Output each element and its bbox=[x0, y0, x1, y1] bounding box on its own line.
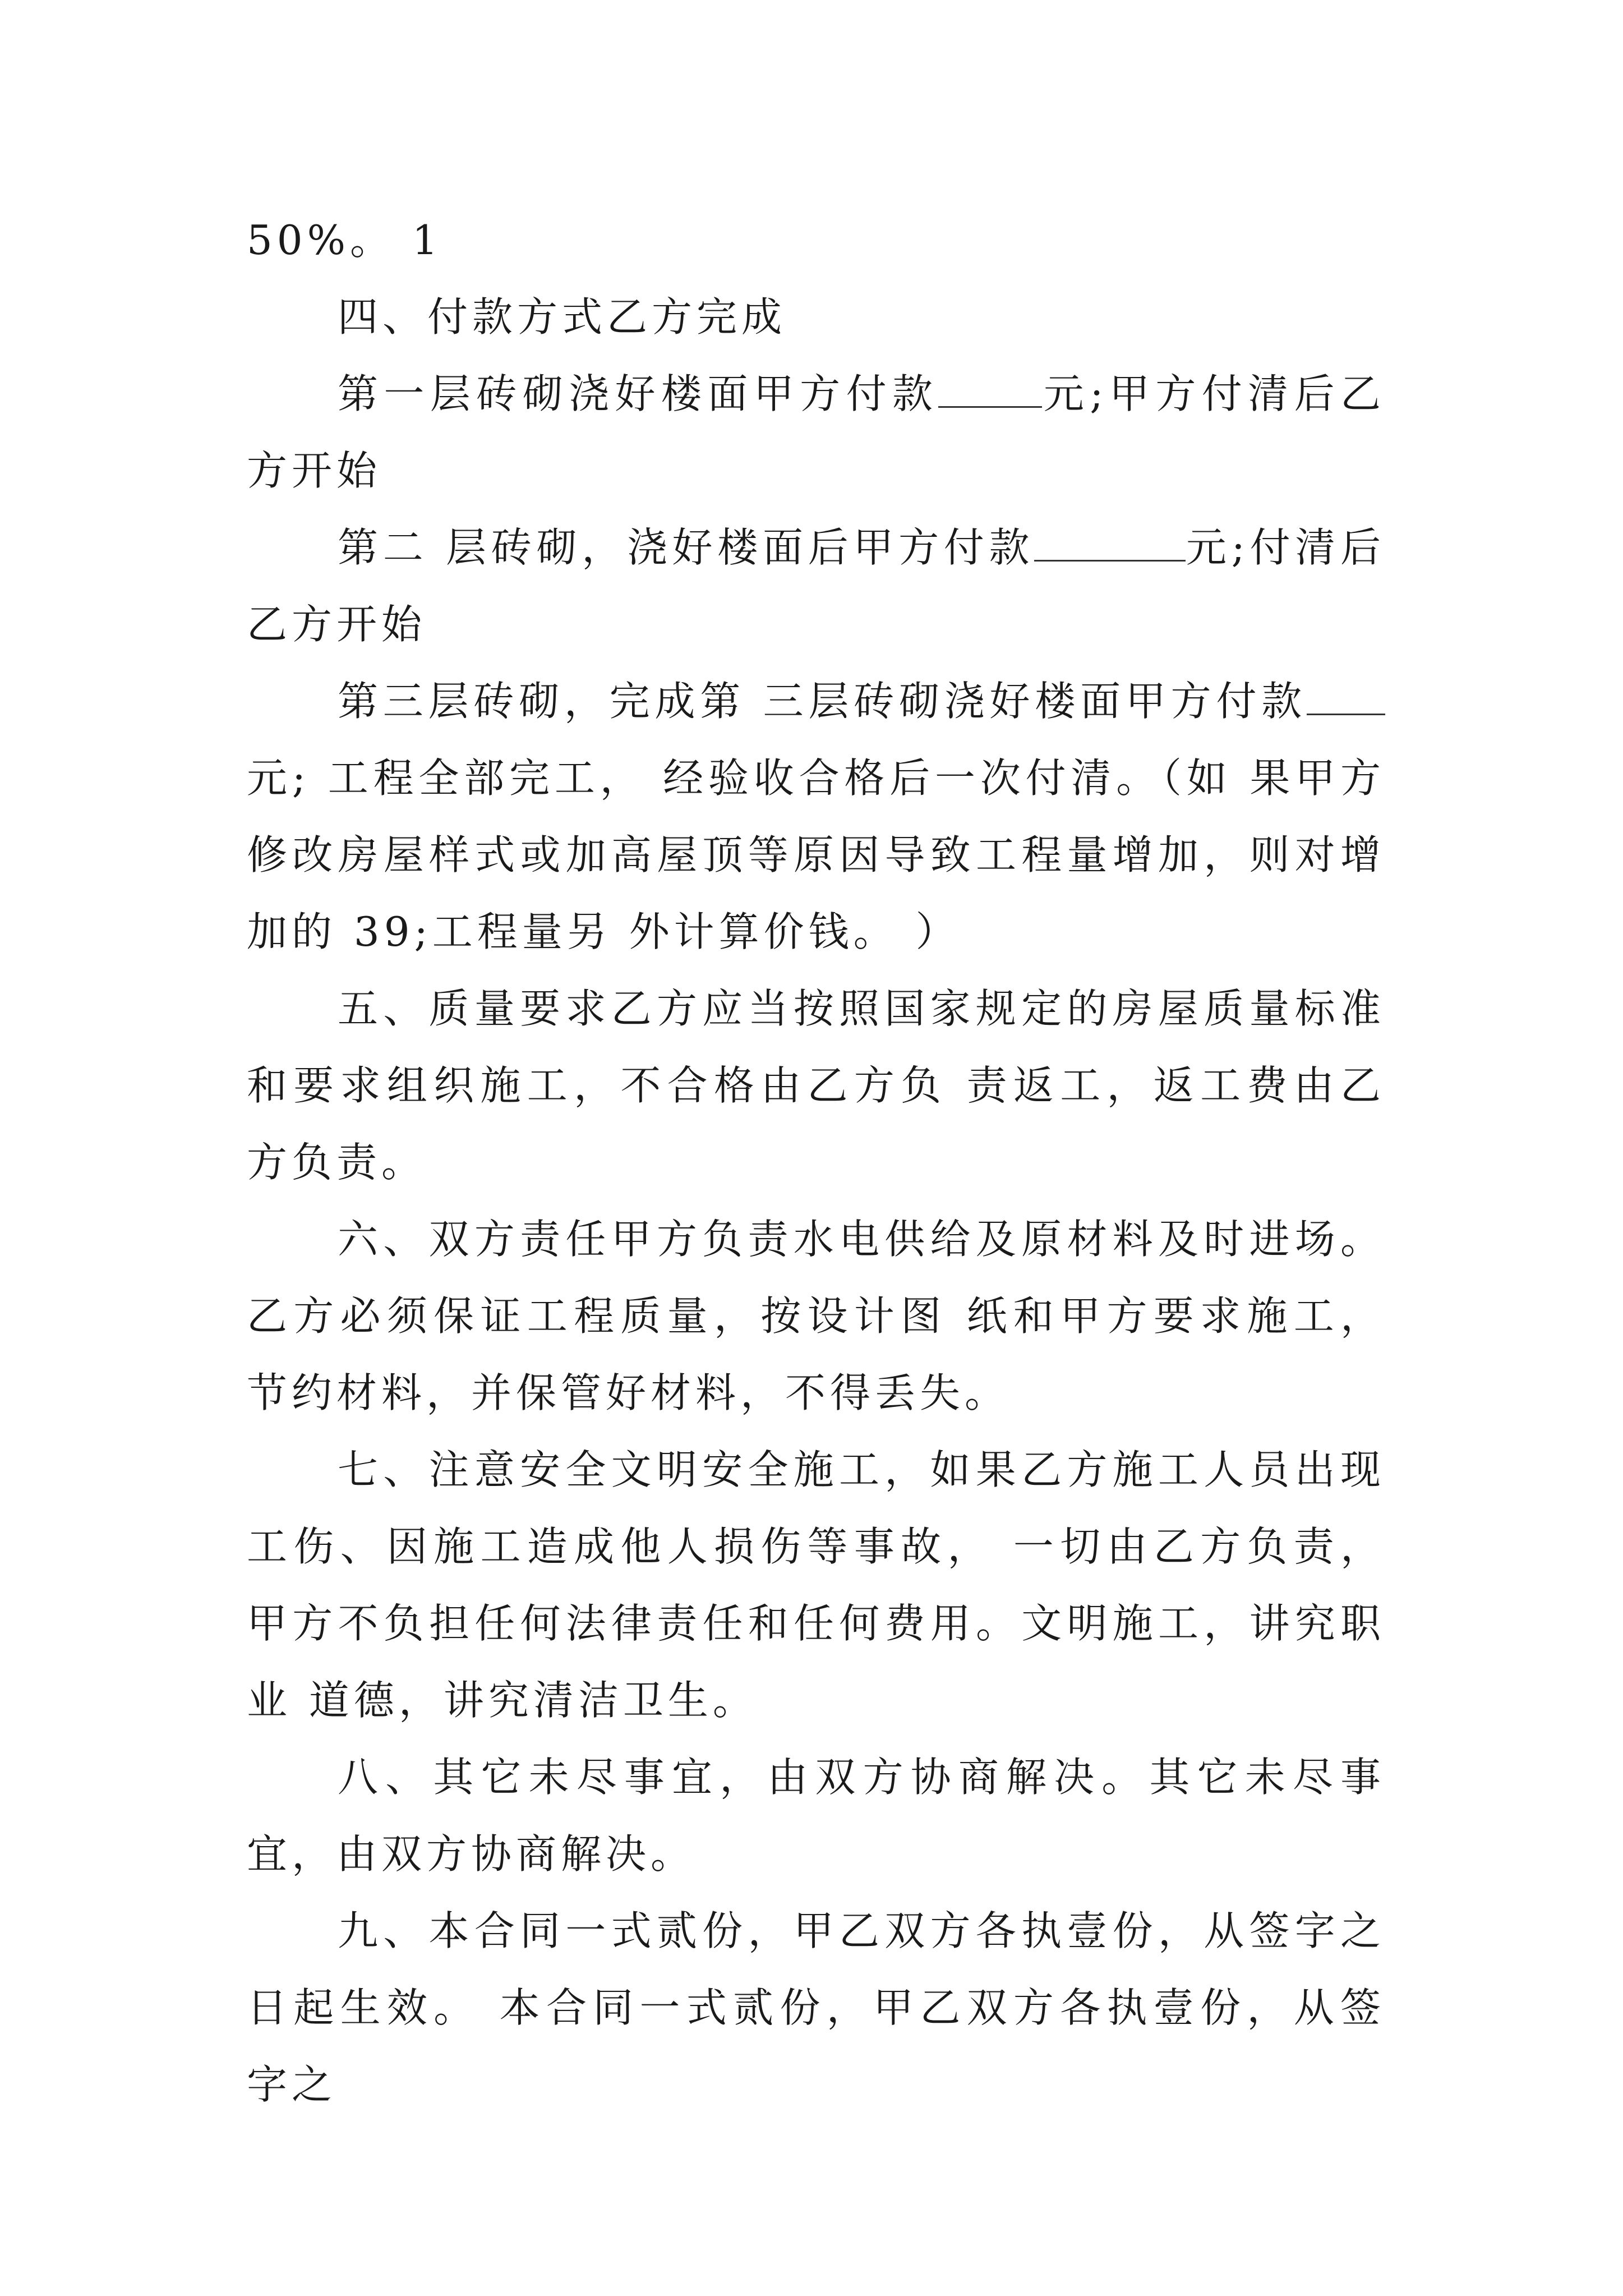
section-4-heading: 四、付款方式乙方完成 bbox=[338, 293, 787, 341]
section-8-other-matters: 八、其它未尽事宜，由双方协商解决。其它未尽事宜，由双方协商解决。 bbox=[247, 1754, 1385, 1878]
section-9-copies: 九、本合同一式贰份，甲乙双方各执壹份，从签字之日起生效。 本合同一式贰份，甲乙双方各执壹份，从签字之 bbox=[247, 1907, 1385, 2108]
document-body bbox=[247, 202, 1385, 2123]
payment-clause-third-floor bbox=[247, 663, 1385, 970]
paragraph-fragment: 50%。 1 bbox=[247, 217, 442, 264]
clause-text: 第一层砖砌浇好楼面甲方付款 bbox=[338, 370, 939, 417]
clause-text: 第二 层砖砌，浇好楼面后甲方付款 bbox=[338, 524, 1035, 571]
clause-text: 元; 工程全部完工， 经验收合格后一次付清。（如 果甲方修改房屋样式或加高屋顶等原因导致工程量增加，则对增加的 39;工程量另 外计算价钱。 ） bbox=[247, 754, 1385, 955]
amount-blank bbox=[938, 371, 1042, 408]
clause-text: 第三层砖砌，完成第 三层砖砌浇好楼面甲方付款 bbox=[338, 678, 1307, 725]
payment-clause-second-floor bbox=[247, 509, 1385, 663]
amount-blank bbox=[1034, 525, 1186, 562]
clause-text: 元;付清后乙方开始 bbox=[247, 524, 1385, 648]
clause-text: 元;甲方付清后乙方开始 bbox=[247, 370, 1385, 494]
section-5-quality: 五、质量要求乙方应当按照国家规定的房屋质量标准和要求组织施工，不合格由乙方负 责返工，返工费由乙方负责。 bbox=[247, 985, 1385, 1186]
amount-blank bbox=[1307, 679, 1385, 715]
payment-clause-first-floor bbox=[247, 356, 1385, 509]
section-7-safety: 七、注意安全文明安全施工，如果乙方施工人员出现工伤、因施工造成他人损伤等事故， 一切由乙方负责，甲方不负担任何法律责任和任何费用。文明施工，讲究职业 道德，讲究清洁卫生。 bbox=[247, 1446, 1385, 1724]
section-6-responsibilities: 六、双方责任甲方负责水电供给及原材料及时进场。乙方必须保证工程质量，按设计图 纸和甲方要求施工，节约材料，并保管好材料，不得丢失。 bbox=[247, 1216, 1385, 1416]
